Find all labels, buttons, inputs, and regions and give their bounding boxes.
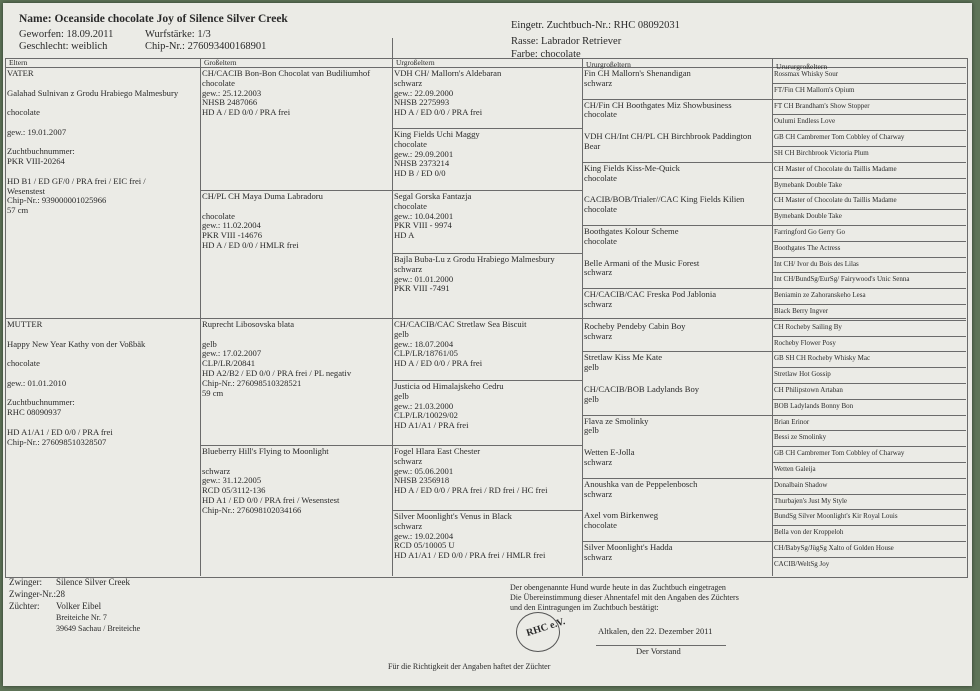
ggg-grandparent-cell: Rocheby Flower Posy <box>774 338 836 347</box>
great-grandparent-cell-line: CH/CACIB/CAC Stretlaw Sea Biscuit <box>394 320 527 329</box>
gg-grandparent-cell <box>584 290 771 310</box>
ggg-grandparent-cell: Bella von der Kroppeloh <box>774 528 844 537</box>
ggg-grandparent-cell: GB CH Cambremer Tom Cobbley of Charway <box>774 133 905 142</box>
ggg-grandparent-cell: Beniamin ze Zahoranskeho Lesa <box>774 291 866 300</box>
parent-cell-line: MUTTER <box>7 320 43 329</box>
kennel-number-label: Zwinger-Nr.: <box>9 589 57 599</box>
great-grandparent-cell-line: RCD 05/10005 U <box>394 540 455 551</box>
gg-grandparent-cell <box>584 448 771 468</box>
parent-cell-line: Happy New Year Kathy von der Voßbäk <box>7 338 146 349</box>
great-grandparent-cell <box>394 192 581 241</box>
coat-color: Farbe: chocolate <box>511 49 581 60</box>
ggg-grandparent-cell: SH CH Birchbrook Victoria Plum <box>774 149 869 157</box>
great-grandparent-cell-line: Bajla Buba-Lu z Grodu Hrabiego Malmesbury <box>394 255 555 264</box>
ggg-grandparent-cell: Wetten Galeija <box>774 465 816 473</box>
certification-line-2: Die Übereinstimmung dieser Ahnentafel mit den Angaben des Züchters <box>510 593 739 602</box>
parent-cell-line: Galahad Sulnivan z Grodu Hrabiego Malmesbury <box>7 87 179 98</box>
great-grandparent-cell <box>394 382 581 431</box>
gg-grandparent-cell <box>584 259 771 279</box>
grandparent-cell-line <box>202 330 391 340</box>
great-grandparent-cell-line: HD A / ED 0/0 / PRA frei / RD frei / HC frei <box>394 485 548 496</box>
parent-cell-line: gew.: 01.01.2010 <box>7 377 67 388</box>
col-header-great-grandparents: Urgroßeltern <box>396 58 435 67</box>
parent-cell-line: Chip-Nr.: 276098510328507 <box>7 436 107 447</box>
great-grandparent-cell-line: chocolate <box>394 200 427 211</box>
parent-cell <box>7 320 199 447</box>
grandparent-cell-line: PKR VIII -14676 <box>202 230 262 241</box>
parent-cell-line: gew.: 19.01.2007 <box>7 126 67 137</box>
great-grandparent-cell-line: Justicia od Himalajskeho Cedru <box>394 382 504 391</box>
grandparent-cell-line: Blueberry Hill's Flying to Moonlight <box>202 447 329 456</box>
gg-grandparent-cell <box>584 511 771 531</box>
great-grandparent-cell-line: gew.: 22.09.2000 <box>394 87 454 98</box>
great-grandparent-cell <box>394 320 581 369</box>
ggg-grandparent-cell: Oulumi Endless Love <box>774 117 836 126</box>
breeder-street: Breiteiche Nr. 7 <box>56 613 107 622</box>
col-header-grandparents: Großeltern <box>204 58 237 67</box>
certification-line-3: und den Eintragungen im Zuchtbuch bestätigt: <box>510 603 659 612</box>
grandparent-cell-line: HD A / ED 0/0 / PRA frei <box>202 107 291 118</box>
parent-cell-line: HD B1 / ED GF/0 / PRA frei / EIC frei / <box>7 175 146 186</box>
grandparent-cell <box>202 69 391 118</box>
gg-grandparent-cell-line: VDH CH/Int CH/PL CH Birchbrook Paddington <box>584 132 752 142</box>
grandparent-cell-line <box>202 457 391 467</box>
ggg-grandparent-cell: Donalbain Shadow <box>774 480 828 489</box>
ggg-grandparent-cell: FT/Fin CH Mallorn's Opium <box>774 85 855 94</box>
parent-cell-line: Wesenstest <box>7 185 45 196</box>
gg-grandparent-cell <box>584 480 771 500</box>
great-grandparent-cell-line: HD A <box>394 230 415 241</box>
ggg-grandparent-cell: Bymebank Double Take <box>774 180 842 189</box>
gg-grandparent-cell <box>584 322 771 342</box>
grandparent-cell-line: 59 cm <box>202 387 224 398</box>
great-grandparent-cell-line: schwarz <box>394 77 423 88</box>
ggg-grandparent-cell: CH/BabySg/JügSg Xalto of Golden House <box>774 544 894 552</box>
gg-grandparent-cell-line: schwarz <box>584 330 613 341</box>
ggg-grandparent-cell: CH Rocheby Sailing By <box>774 322 842 331</box>
gg-grandparent-cell-line: Stretlaw Kiss Me Kate <box>584 353 663 363</box>
gg-grandparent-cell-line: Flava ze Smolinky <box>584 416 649 426</box>
grandparent-cell <box>202 320 391 398</box>
gg-grandparent-cell <box>584 101 771 121</box>
grandparent-cell-line: Chip-Nr.: 276098510328521 <box>202 377 302 388</box>
ggg-grandparent-cell: CH Philipstown Artaban <box>774 386 843 394</box>
grandparent-cell-line: gelb <box>202 338 217 349</box>
gg-grandparent-cell-line: schwarz <box>584 77 613 88</box>
parent-cell-line: Zuchtbuchnummer: <box>7 146 75 157</box>
parent-cell-line: PKR VIII-20264 <box>7 156 65 167</box>
kennel-number: 28 <box>56 589 65 599</box>
breeder-city: 39649 Sachau / Breiteiche <box>56 624 141 633</box>
parent-cell <box>7 69 199 216</box>
grandparent-cell-line: gew.: 31.12.2005 <box>202 475 262 486</box>
liability-disclaimer: Für die Richtigkeit der Angaben haftet der Züchter <box>388 662 551 671</box>
grandparent-cell-line: HD A / ED 0/0 / HMLR frei <box>202 239 299 250</box>
gg-grandparent-cell <box>584 195 771 215</box>
great-grandparent-cell-line: schwarz <box>394 263 423 274</box>
great-grandparent-cell-line: HD A / ED 0/0 / PRA frei <box>394 107 483 118</box>
ggg-grandparent-cell: GB SH CH Rocheby Whisky Mac <box>774 354 871 363</box>
great-grandparent-cell-line: Segal Gorska Fantazja <box>394 192 472 201</box>
breeder-label: Züchter: <box>9 601 40 611</box>
ggg-grandparent-cell: Farringford Go Gerry Go <box>774 228 845 236</box>
grandparent-cell-line: CH/CACIB Bon-Bon Chocolat van Budiliumhof <box>202 69 371 78</box>
gg-grandparent-cell-line: schwarz <box>584 298 613 309</box>
gg-grandparent-cell-line: Anoushka van de Peppelenbosch <box>584 479 698 489</box>
parent-cell-line: chocolate <box>7 358 40 369</box>
gg-grandparent-cell-line: Fin CH Mallorn's Shenandigan <box>584 69 691 78</box>
grandparent-cell-line: CH/PL CH Maya Duma Labradoru <box>202 192 323 201</box>
gg-grandparent-cell-line: chocolate <box>584 204 617 215</box>
gg-grandparent-cell <box>584 164 771 184</box>
gg-grandparent-cell-line: Axel vom Birkenweg <box>584 511 658 521</box>
ggg-grandparent-cell: Rossmax Whisky Sour <box>774 70 839 78</box>
certification-line-1: Der obengenannte Hund wurde heute in das Zuchtbuch eingetragen <box>510 583 726 592</box>
great-grandparent-cell-line: gew.: 10.04.2001 <box>394 210 454 221</box>
gg-grandparent-cell-line: CH/CACIB/CAC Freska Pod Jablonia <box>584 290 717 300</box>
ggg-grandparent-cell: Thurbajen's Just My Style <box>774 496 848 505</box>
gg-grandparent-cell-line: chocolate <box>584 520 617 531</box>
gg-grandparent-cell-line: chocolate <box>584 109 617 120</box>
col-header-g3: Ururgroßeltern <box>586 60 631 69</box>
gg-grandparent-cell-line: gelb <box>584 393 599 404</box>
grandparent-cell-line: Chip-Nr.: 276098102034166 <box>202 504 302 515</box>
sex: Geschlecht: weiblich <box>19 41 108 52</box>
ggg-grandparent-cell: BOB Ladylands Bonny Bon <box>774 401 854 410</box>
ggg-grandparent-cell: Brian Erinor <box>774 417 810 426</box>
grandparent-cell-line: Ruprecht Libosovska blata <box>202 320 295 329</box>
kennel-label: Zwinger: <box>9 577 42 587</box>
gg-grandparent-cell <box>584 353 771 373</box>
studbook-number: Eingetr. Zuchtbuch-Nr.: RHC 08092031 <box>511 20 680 31</box>
gg-grandparent-cell-line: Boothgates Kolour Scheme <box>584 227 679 236</box>
gg-grandparent-cell-line: Bear <box>584 140 601 151</box>
great-grandparent-cell-line: Fogel Hlara East Chester <box>394 447 481 456</box>
gg-grandparent-cell-line: chocolate <box>584 172 617 183</box>
great-grandparent-cell-line: gelb <box>394 328 409 339</box>
great-grandparent-cell-line: CLP/LR/10029/02 <box>394 410 458 421</box>
grandparent-cell <box>202 447 391 516</box>
gg-grandparent-cell <box>584 227 771 247</box>
great-grandparent-cell-line: HD B / ED 0/0 <box>394 168 446 179</box>
birth-date: Geworfen: 18.09.2011 <box>19 29 114 40</box>
gg-grandparent-cell-line: gelb <box>584 362 599 373</box>
great-grandparent-cell-line: gew.: 29.09.2001 <box>394 148 454 159</box>
seal-text: RHC e.V. <box>525 616 567 639</box>
breeder-name: Volker Eibel <box>56 601 102 611</box>
gg-grandparent-cell <box>584 385 771 405</box>
grandparent-cell-line: gew.: 25.12.2003 <box>202 87 262 98</box>
gg-grandparent-cell-line: Rocheby Pendeby Cabin Boy <box>584 321 686 331</box>
great-grandparent-cell-line: schwarz <box>394 455 423 466</box>
ggg-grandparent-cell: CH Master of Chocolate du Taillis Madame <box>774 164 897 173</box>
parent-cell-line: VATER <box>7 69 34 78</box>
great-grandparent-cell-line: PKR VIII - 9974 <box>394 220 452 231</box>
great-grandparent-cell-line: schwarz <box>394 520 423 531</box>
great-grandparent-cell-line: HD A1/A1 / ED 0/0 / PRA frei / HMLR frei <box>394 550 546 561</box>
gg-grandparent-cell-line: schwarz <box>584 267 613 278</box>
great-grandparent-cell-line: gelb <box>394 390 409 401</box>
great-grandparent-cell-line: Silver Moonlight's Venus in Black <box>394 512 512 521</box>
gg-grandparent-cell <box>584 543 771 563</box>
ggg-grandparent-cell: CH Master of Chocolate du Taillis Madame <box>774 196 897 205</box>
grandparent-cell-line: gew.: 17.02.2007 <box>202 348 262 359</box>
parent-cell-line: RHC 08090937 <box>7 407 62 418</box>
litter-size: Wurfstärke: 1/3 <box>145 29 211 40</box>
grandparent-cell-line: gew.: 11.02.2004 <box>202 220 261 231</box>
breed: Rasse: Labrador Retriever <box>511 36 622 47</box>
ggg-grandparent-cell: Stretlaw Hot Gossip <box>774 370 831 379</box>
gg-grandparent-cell <box>584 69 771 89</box>
col-header-parents: Eltern <box>9 58 28 67</box>
great-grandparent-cell <box>394 255 581 294</box>
ggg-grandparent-cell: Black Berry Ingver <box>774 307 829 315</box>
grandparent-cell <box>202 192 391 251</box>
great-grandparent-cell-line: chocolate <box>394 138 427 149</box>
great-grandparent-cell-line: PKR VIII -7491 <box>394 283 450 294</box>
gg-grandparent-cell-line: CH/CACIB/BOB Ladylands Boy <box>584 385 700 394</box>
col-header-g4: Urururgroßeltern <box>776 62 828 71</box>
board-signature: Der Vorstand <box>636 646 681 656</box>
parent-cell-line: Chip-Nr.: 939000001025966 <box>7 195 107 206</box>
ggg-grandparent-cell: Int CH/BundSg/EurSg/ Fairywood's Unic Senna <box>774 275 910 284</box>
grandparent-cell-line: RCD 05/3112-136 <box>202 485 266 496</box>
grandparent-cell-line: HD A1 / ED 0/0 / PRA frei / Wesenstest <box>202 494 340 505</box>
great-grandparent-cell <box>394 69 581 118</box>
great-grandparent-cell <box>394 512 581 561</box>
gg-grandparent-cell-line: gelb <box>584 425 599 436</box>
gg-grandparent-cell-line: CACIB/BOB/Trialer//CAC King Fields Kilien <box>584 195 745 205</box>
great-grandparent-cell-line: CLP/LR/18761/05 <box>394 348 458 359</box>
grandparent-cell-line: chocolate <box>202 77 235 88</box>
kennel-name: Silence Silver Creek <box>56 577 130 587</box>
gg-grandparent-cell <box>584 417 771 437</box>
gg-grandparent-cell-line: schwarz <box>584 456 613 467</box>
ggg-grandparent-cell: BundSg Silver Moonlight's Kir Royal Louis <box>774 512 898 521</box>
great-grandparent-cell-line: NHSB 2275993 <box>394 97 450 108</box>
ggg-grandparent-cell: FT CH Brandham's Show Stopper <box>774 101 870 110</box>
parent-cell-line: HD A1/A1 / ED 0/0 / PRA frei <box>7 426 113 437</box>
grandparent-cell-line: NHSB 2487066 <box>202 97 258 108</box>
gg-grandparent-cell-line: schwarz <box>584 488 613 499</box>
parent-cell-line: Zuchtbuchnummer: <box>7 397 75 408</box>
great-grandparent-cell-line: King Fields Uchi Maggy <box>394 130 480 139</box>
great-grandparent-cell-line: VDH CH/ Mallorn's Aldebaran <box>394 69 502 78</box>
ggg-grandparent-cell: Bessi ze Smolinky <box>774 433 827 442</box>
ggg-grandparent-cell: CACIB/WeltSg Joy <box>774 559 830 568</box>
grandparent-cell-line: schwarz <box>202 465 231 476</box>
club-seal <box>516 612 567 652</box>
grandparent-cell-line: chocolate <box>202 210 235 221</box>
ggg-grandparent-cell: Int CH/ Ivor du Bois des Lilas <box>774 259 859 268</box>
great-grandparent-cell-line: HD A1/A1 / PRA frei <box>394 420 469 431</box>
place-date: Altkalen, den 22. Dezember 2011 <box>598 626 713 636</box>
great-grandparent-cell-line: NHSB 2373214 <box>394 158 450 169</box>
gg-grandparent-cell-line: Belle Armani of the Music Forest <box>584 258 700 268</box>
great-grandparent-cell-line: NHSB 2356918 <box>394 475 450 486</box>
ggg-grandparent-cell: Boothgates The Actress <box>774 243 841 252</box>
great-grandparent-cell-line: gew.: 19.02.2004 <box>394 530 454 541</box>
ggg-grandparent-cell: GB CH Cambremer Tom Cobbley of Charway <box>774 449 905 458</box>
gg-grandparent-cell-line: CH/Fin CH Boothgates Miz Showbusiness <box>584 100 732 110</box>
great-grandparent-cell-line: gew.: 01.01.2000 <box>394 273 454 284</box>
gg-grandparent-cell-line: Wetten E-Jolla <box>584 448 635 458</box>
great-grandparent-cell-line: gew.: 18.07.2004 <box>394 338 454 349</box>
grandparent-cell-line: HD A2/B2 / ED 0/0 / PRA frei / PL negativ <box>202 367 352 378</box>
gg-grandparent-cell-line: King Fields Kiss-Me-Quick <box>584 163 680 173</box>
great-grandparent-cell-line: gew.: 05.06.2001 <box>394 465 454 476</box>
ggg-grandparent-cell: Bymebank Double Take <box>774 212 842 221</box>
dog-name: Name: Oceanside chocolate Joy of Silence Silver Creek <box>19 13 288 25</box>
parent-cell-line: chocolate <box>7 107 40 118</box>
great-grandparent-cell-line: gew.: 21.03.2000 <box>394 400 454 411</box>
grandparent-cell-line: CLP/LR/20841 <box>202 358 256 369</box>
great-grandparent-cell-line: HD A / ED 0/0 / PRA frei <box>394 358 483 369</box>
gg-grandparent-cell-line: schwarz <box>584 551 613 562</box>
chip-number: Chip-Nr.: 276093400168901 <box>145 41 267 52</box>
gg-grandparent-cell-line: Silver Moonlight's Hadda <box>584 543 673 552</box>
gg-grandparent-cell-line: chocolate <box>584 235 617 246</box>
gg-grandparent-cell <box>584 132 771 152</box>
great-grandparent-cell <box>394 130 581 179</box>
great-grandparent-cell <box>394 447 581 496</box>
parent-cell-line: 57 cm <box>7 205 29 216</box>
